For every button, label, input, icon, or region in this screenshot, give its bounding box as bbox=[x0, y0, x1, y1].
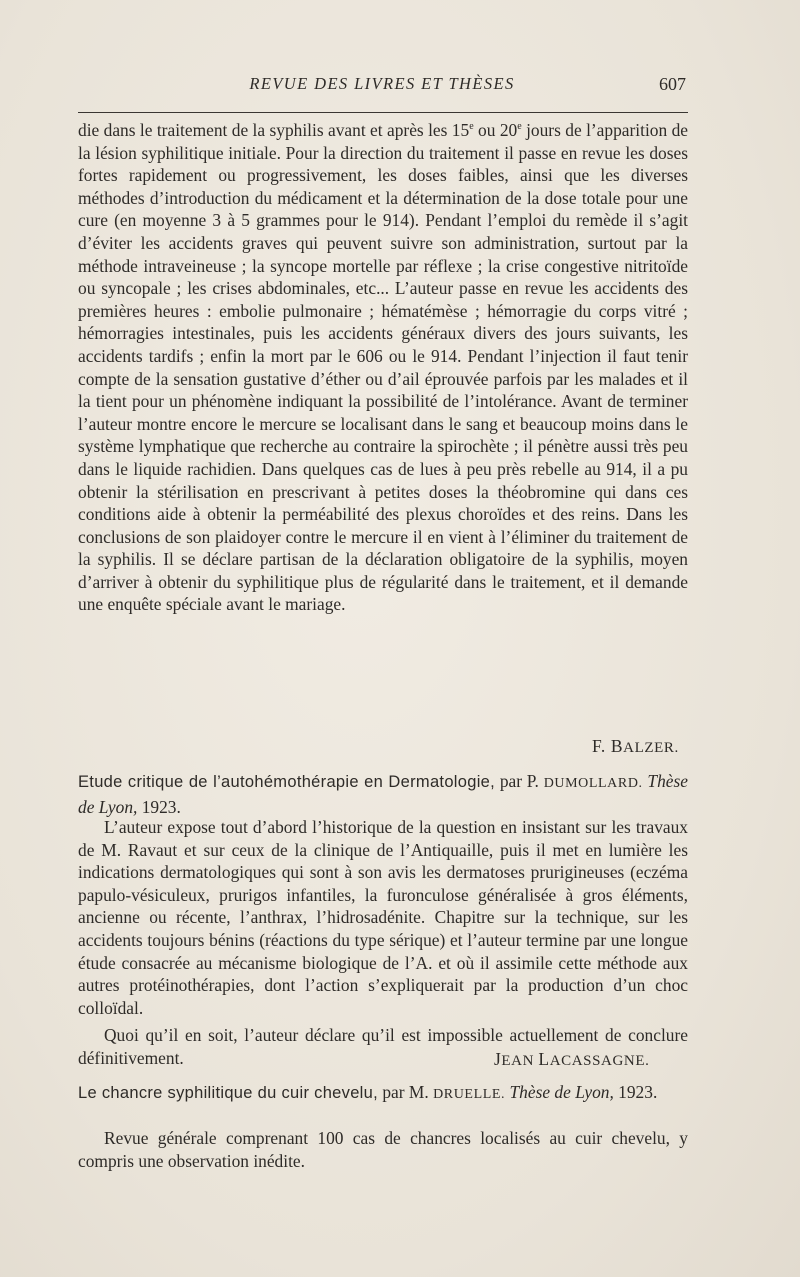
review1-signature bbox=[592, 736, 679, 757]
review2-author: DUMOLLARD. bbox=[543, 776, 643, 791]
signature-initial: F. B bbox=[592, 736, 624, 756]
review1-text-rest: jours de l’apparition de la lésion syphilitique initiale. Pour la direction du traitement il passe en revue les doses fortes rapidement ou progressivement, les doses faibles, ainsi que les diverses méthodes d’introduction du médicament et la détermination de la dose totale pour une cure (en moyenne 3 à 5 grammes pour le 914). Pendant l’emploi du remède il s’agit d’éviter les accidents graves qui peuvent suivre son administration, surtout par la méthode intraveineuse ; la syncope mortelle par réflexe ; la crise congestive nitritoïde ou syncopale ; les crises abdominales, etc... L’auteur passe en revue les accidents des premières heures : embolie pulmonaire ; hématémèse ; hémorragie du corps vitré ; hémorragies intestinales, puis les accidents généraux divers des jours suivants, les accidents tardifs ; enfin la mort par le 606 ou le 914. Pendant l’injection il faut tenir compte de la sensation gustative d’éther ou d’ail éprouvée parfois par les malades et il la tient pour un phénomène indiquant la possibilité de l’intolérance. Avant de terminer l’auteur montre encore le mercure se localisant dans le sang et beaucoup moins dans le système lymphatique que recherche au contraire la spirochète ; il pénètre aussi très peu dans le liquide rachidien. Dans quelques cas de lues à peu près rebelle au 914, il a pu obtenir la stérilisation en prescrivant à petites doses la théobromine qui dans ces conditions aide à obtenir la perméabilité des plexus choroïdes et des reins. Dans les conclusions de son plaidoyer contre le mercure il en vient à l’éliminer du traitement de la syphilis. Il se déclare partisan de la déclaration obligatoire de la syphilis, moyen d’arriver à obtenir du syphilitique plus de régularité dans le traitement, et il demande une enquête spéciale avant le mariage. bbox=[78, 120, 688, 615]
running-head bbox=[78, 74, 686, 100]
review1-paragraph bbox=[78, 119, 688, 616]
review3-author: DRUELLE. bbox=[433, 1087, 506, 1102]
signature-initial: J bbox=[494, 1049, 502, 1069]
review2-heading bbox=[78, 770, 688, 818]
superscript-e: e bbox=[469, 121, 474, 133]
signature-rest: ALZER. bbox=[623, 740, 679, 756]
review1-text-or: ou 20 bbox=[473, 120, 518, 140]
running-head-title: REVUE DES LIVRES ET THÈSES bbox=[249, 74, 515, 93]
superscript-e: e bbox=[517, 121, 522, 133]
signature-initial: L bbox=[538, 1049, 550, 1069]
review3-title: Le chancre syphilitique du cuir chevelu, bbox=[78, 1084, 379, 1102]
signature-rest: ACASSAGNE. bbox=[549, 1053, 650, 1069]
review3-by: par M. bbox=[378, 1082, 434, 1102]
review2-thesis: Thèse de Lyon, bbox=[78, 771, 688, 817]
page-number: 607 bbox=[659, 74, 686, 94]
review3-heading bbox=[78, 1081, 688, 1107]
review2-paragraph-1: L’auteur expose tout d’abord l’historique de la question en insistant sur les travaux de M. Ravaut et sur ceux de la clinique de l’Antiquaille, puis il met en lumière les indications dermatologiques qui sont à son avis les dermatoses prurigineuses (eczéma papulo-vésiculeux, prurigos infantiles, la furonculose généralisée à gros éléments, ancienne ou récente, l’anthrax, l’hidrosadénite. Chapitre sur la technique, sur les accidents toujours bénins (réactions du type sérique) et l’auteur termine par une longue étude consacrée au mécanisme biologique de l’A. et où il assimile cette méthode aux autres protéinothérapies, dont l’action s’expliquerait par la production d’un choc colloïdal. bbox=[78, 817, 688, 1018]
review2-title: Etude critique de l’autohémothérapie en Dermatologie, bbox=[78, 773, 496, 791]
review1-text-start: die dans le traitement de la syphilis avant et après les 15 bbox=[78, 120, 470, 140]
review2-para2-text: Quoi qu’il en soit, l’auteur déclare qu’il est impossible actuellement de conclure définitivement. bbox=[78, 1025, 688, 1068]
review2-signature bbox=[494, 1049, 649, 1070]
review3-paragraph-1: Revue générale comprenant 100 cas de chancres localisés au cuir chevelu, y compris une observation inédite. bbox=[78, 1128, 688, 1171]
header-rule bbox=[78, 112, 688, 113]
review3-thesis: Thèse de Lyon, bbox=[509, 1082, 614, 1102]
review2-by: par P. bbox=[495, 771, 544, 791]
review3-year: 1923. bbox=[613, 1082, 658, 1102]
signature-rest: EAN bbox=[501, 1053, 539, 1069]
review2-year: 1923. bbox=[137, 796, 181, 817]
